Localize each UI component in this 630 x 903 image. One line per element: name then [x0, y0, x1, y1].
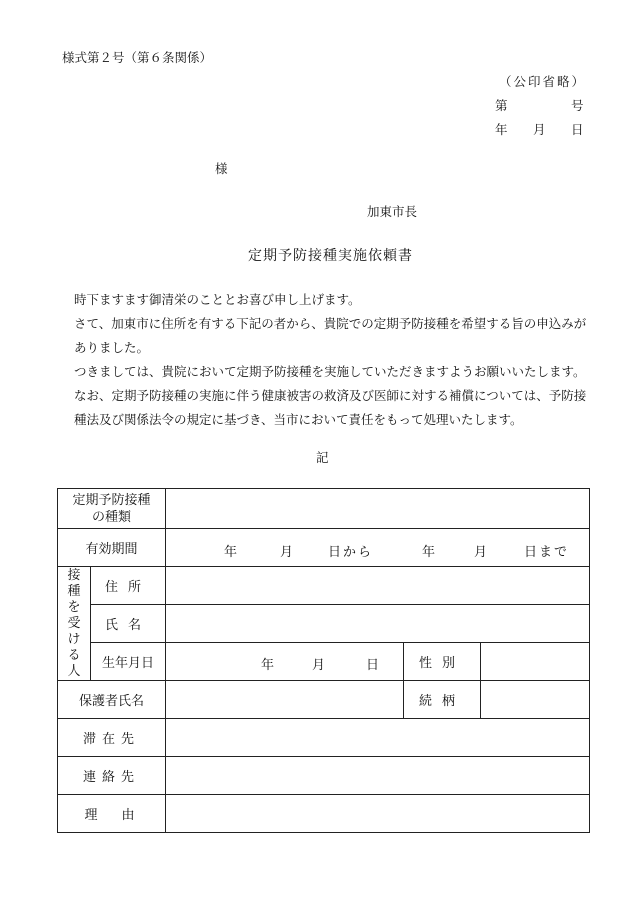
ki-label: 記 [316, 450, 329, 465]
name-row [58, 605, 590, 643]
addressee-honorific: 様 [215, 161, 228, 176]
stay-value[interactable] [166, 719, 590, 757]
document-number-suffix: 号 [571, 98, 584, 113]
vaccine-type-value[interactable] [166, 489, 590, 529]
contact-value[interactable] [166, 757, 590, 795]
recipient-char-7: 人 [67, 663, 81, 679]
guardian-row [58, 681, 590, 719]
birthdate-label: 生年月日 [91, 643, 166, 681]
validity-value[interactable] [166, 529, 590, 567]
guardian-value[interactable] [166, 681, 404, 719]
issue-date-day: 日 [571, 122, 584, 137]
body-text [62, 288, 592, 432]
address-label: 住所 [91, 567, 166, 605]
validity-to-day: 日まで [524, 545, 570, 560]
vaccine-type-label [58, 489, 166, 529]
address-value[interactable] [166, 567, 590, 605]
birth-year: 年 [261, 658, 275, 673]
document-title: 定期予防接種実施依頼書 [248, 248, 413, 264]
document-number-prefix: 第 [495, 98, 508, 113]
relation-value[interactable] [481, 681, 590, 719]
body-paragraph-1: 時下ますます御清栄のこととお喜び申し上げます。 [74, 292, 361, 307]
birthdate-row [58, 643, 590, 681]
issue-date-month: 月 [533, 122, 546, 137]
validity-to-year: 年 [422, 545, 436, 560]
vaccine-type-label-line1: 定期予防接種 [72, 492, 151, 508]
recipient-char-6: る [67, 647, 81, 663]
vaccine-type-row [58, 489, 590, 529]
name-label: 氏名 [91, 605, 166, 643]
recipient-char-5: け [67, 631, 81, 647]
birthdate-value[interactable] [166, 643, 404, 681]
form-number: 様式第２号（第６条関係） [62, 50, 213, 65]
stay-row [58, 719, 590, 757]
relation-label: 続柄 [404, 681, 481, 719]
contact-label: 連絡先 [58, 757, 166, 795]
validity-to-month: 月 [474, 545, 488, 560]
recipient-char-4: 受 [67, 615, 81, 631]
body-paragraph-4: なお、定期予防接種の実施に伴う健康被害の救済及び医師に対する補償については、予防接種法及び関係法令の規定に基づき、当市において責任をもって処理いたします。 [74, 388, 587, 427]
recipient-char-2: 種 [67, 583, 81, 599]
seal-omitted-note: （公印省略） [499, 74, 587, 89]
name-value[interactable] [166, 605, 590, 643]
birth-month: 月 [312, 658, 326, 673]
validity-row [58, 529, 590, 567]
body-paragraph-2: さて、加東市に住所を有する下記の者から、貴院での定期予防接種を希望する旨の申込みがありました。 [74, 316, 587, 355]
recipient-char-1: 接 [67, 567, 81, 583]
reason-value[interactable] [166, 795, 590, 833]
birth-day: 日 [366, 658, 380, 673]
reason-row [58, 795, 590, 833]
address-row [58, 567, 590, 605]
recipient-char-3: を [67, 599, 81, 615]
validity-label: 有効期間 [58, 529, 166, 567]
sex-value[interactable] [481, 643, 590, 681]
issue-date-year: 年 [495, 122, 508, 137]
reason-label: 理由 [58, 795, 166, 833]
vaccine-type-label-line2: の種類 [92, 509, 132, 525]
recipient-group-label [58, 567, 91, 681]
body-paragraph-3: つきましては、貴院において定期予防接種を実施していただきますようお願いいたします。 [74, 364, 586, 379]
validity-from-day: 日から [328, 545, 374, 560]
stay-label: 滞在先 [58, 719, 166, 757]
contact-row [58, 757, 590, 795]
sender-name: 加東市長 [367, 204, 418, 219]
validity-from-month: 月 [280, 545, 294, 560]
sex-label: 性別 [404, 643, 481, 681]
request-details-table [57, 488, 590, 833]
validity-from-year: 年 [224, 545, 238, 560]
guardian-label: 保護者氏名 [58, 681, 166, 719]
